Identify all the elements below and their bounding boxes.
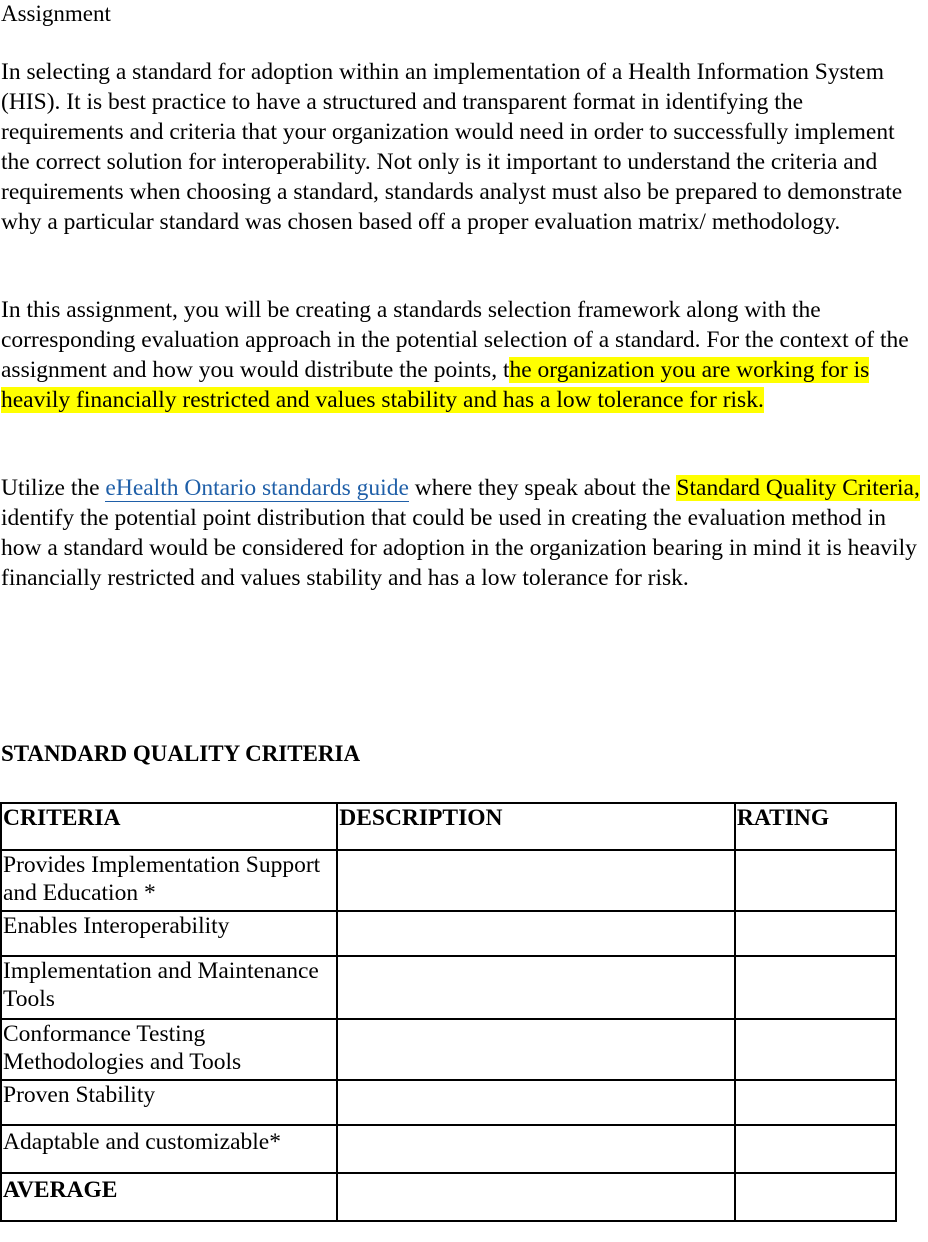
- assignment-paragraph: [1, 295, 926, 415]
- rating-cell[interactable]: [735, 1080, 896, 1125]
- criteria-column-header: CRITERIA: [1, 803, 337, 850]
- rating-cell[interactable]: [735, 1125, 896, 1173]
- highlighted-criteria-text: Standard Quality Criteria,: [676, 475, 920, 501]
- average-row: [1, 1173, 896, 1221]
- description-cell[interactable]: [337, 1125, 735, 1173]
- instruction-intro-text: Utilize the: [1, 475, 106, 501]
- criteria-cell: Enables Interoperability: [1, 911, 337, 956]
- criteria-cell: Implementation and Maintenance Tools: [1, 956, 337, 1019]
- average-label-cell: AVERAGE: [1, 1173, 337, 1221]
- table-row: [1, 1125, 896, 1173]
- table-row: [1, 1019, 896, 1080]
- rating-cell[interactable]: [735, 956, 896, 1019]
- table-header-row: [1, 803, 896, 850]
- average-rating-cell[interactable]: [735, 1173, 896, 1221]
- rating-cell[interactable]: [735, 1019, 896, 1080]
- description-column-header: DESCRIPTION: [337, 803, 735, 850]
- rating-column-header: RATING: [735, 803, 896, 850]
- instruction-paragraph: [1, 473, 926, 593]
- table-row: [1, 911, 896, 956]
- table-heading: STANDARD QUALITY CRITERIA: [1, 741, 361, 766]
- instruction-middle-text: where they speak about the: [408, 475, 677, 501]
- highlighted-context-text: he organization you are working for is heavily financially restricted and values stability and has a low tolerance for risk.: [1, 357, 870, 413]
- intro-paragraph: In selecting a standard for adoption within an implementation of a Health Information System (HIS). It is best practice to have a structured and transparent format in identifying the requirements and criteria that your organization would need in order to successfully implement the correct solution for interoperability. Not only is it important to understand the criteria and requirements when choosing a standard, standards analyst must also be prepared to demonstrate why a particular standard was chosen based off a proper evaluation matrix/ methodology.: [1, 59, 903, 235]
- assignment-paragraph-text: In this assignment, you will be creating a standards selection framework along with the corresponding evaluation approach in the potential selection of a standard. For the context of the assignment and how you would distribute the points, t: [1, 297, 909, 383]
- criteria-table: [0, 802, 897, 1222]
- criteria-cell: Provides Implementation Support and Education *: [1, 850, 337, 911]
- instruction-rest-text: identify the potential point distribution that could be used in creating the evaluation method in how a standard would be considered for adoption in the organization bearing in mind it is heavily financially restricted and values stability and has a low tolerance for risk.: [1, 505, 917, 591]
- rating-cell[interactable]: [735, 911, 896, 956]
- criteria-cell: Adaptable and customizable*: [1, 1125, 337, 1173]
- description-cell[interactable]: [337, 911, 735, 956]
- average-description-cell[interactable]: [337, 1173, 735, 1221]
- rating-cell[interactable]: [735, 850, 896, 911]
- criteria-cell: Proven Stability: [1, 1080, 337, 1125]
- table-row: [1, 850, 896, 911]
- ehealth-standards-guide-link[interactable]: eHealth Ontario standards guide: [105, 475, 409, 501]
- description-cell[interactable]: [337, 956, 735, 1019]
- description-cell[interactable]: [337, 850, 735, 911]
- table-row: [1, 956, 896, 1019]
- table-row: [1, 1080, 896, 1125]
- description-cell[interactable]: [337, 1019, 735, 1080]
- criteria-cell: Conformance Testing Methodologies and Tools: [1, 1019, 337, 1080]
- document-title: Assignment: [1, 1, 111, 26]
- description-cell[interactable]: [337, 1080, 735, 1125]
